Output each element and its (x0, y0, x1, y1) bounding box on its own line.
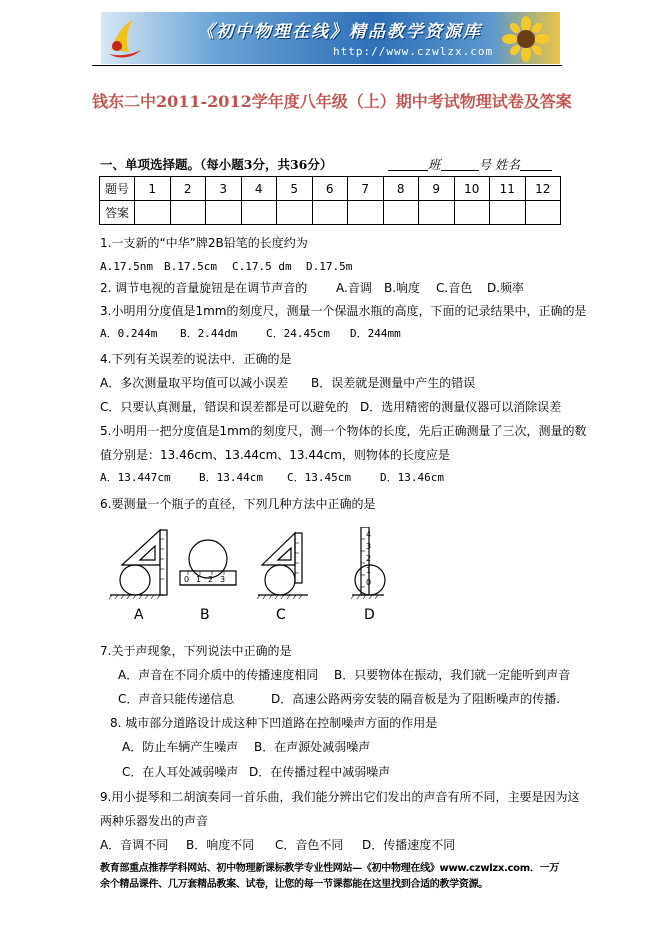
answer-cell[interactable] (241, 201, 277, 225)
q5-option-b: B．13.44cm (199, 471, 263, 484)
class-label: 班 (428, 157, 441, 172)
q5-option-a: A．13.447cm (100, 471, 171, 484)
banner-url: http://www.czwlzx.com (333, 45, 494, 58)
q7-option-b: B．只要物体在振动，我们就一定能听到声音 (334, 668, 571, 682)
question-number-cell: 5 (277, 177, 313, 201)
question-1-stem: 1.一支新的“中华”牌2B铅笔的长度约为 (100, 236, 308, 250)
q1-option-d: D.17.5m (306, 260, 353, 273)
question-number-cell: 8 (383, 177, 419, 201)
question-number-cell: 2 (170, 177, 206, 201)
answer-cell[interactable] (525, 201, 561, 225)
answer-cell[interactable] (312, 201, 348, 225)
q4-option-b: B．误差就是测量中产生的错误 (311, 376, 476, 390)
question-2-stem: 2. 调节电视的音量旋钮是在调节声音的 (100, 281, 308, 295)
question-9-stem-line1: 9.用小提琴和二胡演奏同一首乐曲，我们能分辨出它们发出的声音有所不同，主要是因为这 (100, 790, 580, 804)
row-label-answer: 答案 (100, 201, 135, 225)
bottle-b (189, 540, 227, 578)
question-6-stem: 6.要测量一个瓶子的直径，下列几种方法中正确的是 (100, 497, 376, 511)
page-footer: 教育部重点推荐学科网站、初中物理新课标教学专业性网站—《初中物理在线》www.czwlzx.com．一万余个精品课件、几万套精品教案、试卷，让您的每一节课都能在这里找到合适的教学资源。 (100, 863, 559, 890)
figure-label-d: D (364, 607, 375, 623)
question-9-stem-line2: 两种乐器发出的声音 (100, 814, 209, 828)
q2-option-c: C.音色 (436, 281, 473, 295)
figure-label-c: C (276, 607, 286, 623)
ruler-d-tick-4: 4 (366, 530, 372, 539)
bottle-a (120, 565, 150, 595)
q8-option-c: C．在人耳处减弱噪声 (122, 765, 239, 779)
figure-label-b: B (200, 607, 210, 623)
q4-option-c: C．只要认真测量，错误和误差都是可以避免的 (100, 400, 349, 414)
q2-option-d: D.频率 (487, 281, 525, 295)
q4-option-a: A．多次测量取平均值可以减小误差 (100, 376, 289, 390)
q7-option-c: C．声音只能传递信息 (118, 692, 235, 706)
q2-option-a: A.音调 (336, 281, 372, 295)
question-number-cell: 3 (206, 177, 242, 201)
row-label-number: 题号 (100, 177, 135, 201)
q8-option-a: A．防止车辆产生噪声 (122, 740, 239, 754)
question-number-cell: 7 (348, 177, 384, 201)
ruler-b-tick-2: 2 (208, 575, 214, 584)
q9-option-a: A．音调不同 (100, 838, 169, 852)
q4-option-d: D．选用精密的测量仪器可以消除误差 (360, 400, 562, 414)
answer-cell[interactable] (170, 201, 206, 225)
q7-option-d: D．高速公路两旁安装的隔音板是为了阻断噪声的传播. (271, 692, 561, 706)
ruler-d-tick-2: 2 (366, 554, 372, 563)
header-rule (92, 65, 562, 66)
figure-label-a: A (134, 607, 144, 623)
site-banner (101, 12, 560, 64)
number-label: 号 (478, 157, 492, 172)
bottle-c (265, 565, 295, 595)
document-title: 钱东二中2011-2012学年度八年级（上）期中考试物理试卷及答案 (92, 92, 572, 111)
ruler-b-tick-1: 1 (196, 575, 202, 584)
question-number-cell: 6 (312, 177, 348, 201)
answer-cell[interactable] (135, 201, 171, 225)
question-number-cell: 11 (490, 177, 526, 201)
question-5-stem-line1: 5.小明用一把分度值是1mm的刻度尺，测一个物体的长度，先后正确测量了三次，测量的数 (100, 424, 587, 438)
answer-cell[interactable] (490, 201, 526, 225)
ruler-d-tick-3: 3 (366, 542, 372, 551)
q9-option-d: D．传播速度不同 (362, 838, 456, 852)
q5-option-c: C．13.45cm (287, 471, 351, 484)
q7-option-a: A．声音在不同介质中的传播速度相同 (118, 668, 319, 682)
q1-option-c: C.17.5 dm (232, 260, 292, 273)
ruler-d-tick-0: 0 (366, 578, 372, 587)
section-heading: 一、单项选择题。（每小题3分，共36分） (100, 157, 333, 172)
question-5-stem-line2: 值分别是：13.46cm、13.44cm、13.44cm，则物体的长度应是 (100, 448, 450, 462)
q1-option-a: A.17.5nm (100, 260, 153, 273)
answer-table-answer-row (100, 201, 561, 225)
question-number-cell: 10 (454, 177, 490, 201)
sunflower-icon (498, 16, 554, 62)
q3-option-d: D．244mm (350, 327, 401, 340)
ruler-b-tick-3: 3 (220, 575, 226, 584)
name-blank[interactable] (520, 158, 552, 171)
q3-option-b: B．2.44dm (180, 327, 238, 340)
ruler-c (295, 533, 302, 583)
answer-table-number-row (100, 177, 561, 201)
student-info-line (388, 155, 552, 173)
question-4-stem: 4.下列有关误差的说法中．正确的是 (100, 352, 292, 366)
bottle-diameter-figure (108, 527, 388, 625)
question-8-stem: 8. 城市部分道路设计成这种下凹道路在控制噪声方面的作用是 (110, 716, 438, 730)
q8-option-b: B．在声源处减弱噪声 (254, 740, 371, 754)
class-blank[interactable] (388, 158, 428, 171)
answer-cell[interactable] (277, 201, 313, 225)
answer-cell[interactable] (348, 201, 384, 225)
q3-option-c: C．24.45cm (266, 327, 330, 340)
question-number-cell: 12 (525, 177, 561, 201)
question-7-stem: 7.关于声现象，下列说法中正确的是 (100, 644, 292, 658)
answer-cell[interactable] (383, 201, 419, 225)
answer-cell[interactable] (206, 201, 242, 225)
q8-option-d: D．在传播过程中减弱噪声 (249, 765, 391, 779)
ruler-a (160, 530, 167, 595)
q3-option-a: A．0.244m (100, 327, 158, 340)
question-number-cell: 1 (135, 177, 171, 201)
answer-cell[interactable] (419, 201, 455, 225)
site-logo-icon (107, 16, 143, 60)
answer-table (99, 176, 561, 225)
q5-option-d: D．13.46cm (380, 471, 444, 484)
q2-option-b: B.响度 (384, 281, 421, 295)
question-3-stem: 3.小明用分度值是1mm的刻度尺，测量一个保温水瓶的高度，下面的记录结果中，正确的是 (100, 304, 587, 318)
banner-title: 《初中物理在线》精品教学资源库 (197, 22, 482, 42)
q9-option-c: C．音色不同 (275, 838, 344, 852)
q9-option-b: B．响度不同 (186, 838, 255, 852)
ruler-b-tick-0: 0 (184, 575, 190, 584)
number-blank[interactable] (441, 158, 479, 171)
ruler-d-tick-1: 1 (366, 566, 372, 575)
q1-option-b: B.17.5cm (164, 260, 217, 273)
answer-cell[interactable] (454, 201, 490, 225)
question-number-cell: 4 (241, 177, 277, 201)
name-label: 姓名 (495, 157, 521, 172)
question-number-cell: 9 (419, 177, 455, 201)
